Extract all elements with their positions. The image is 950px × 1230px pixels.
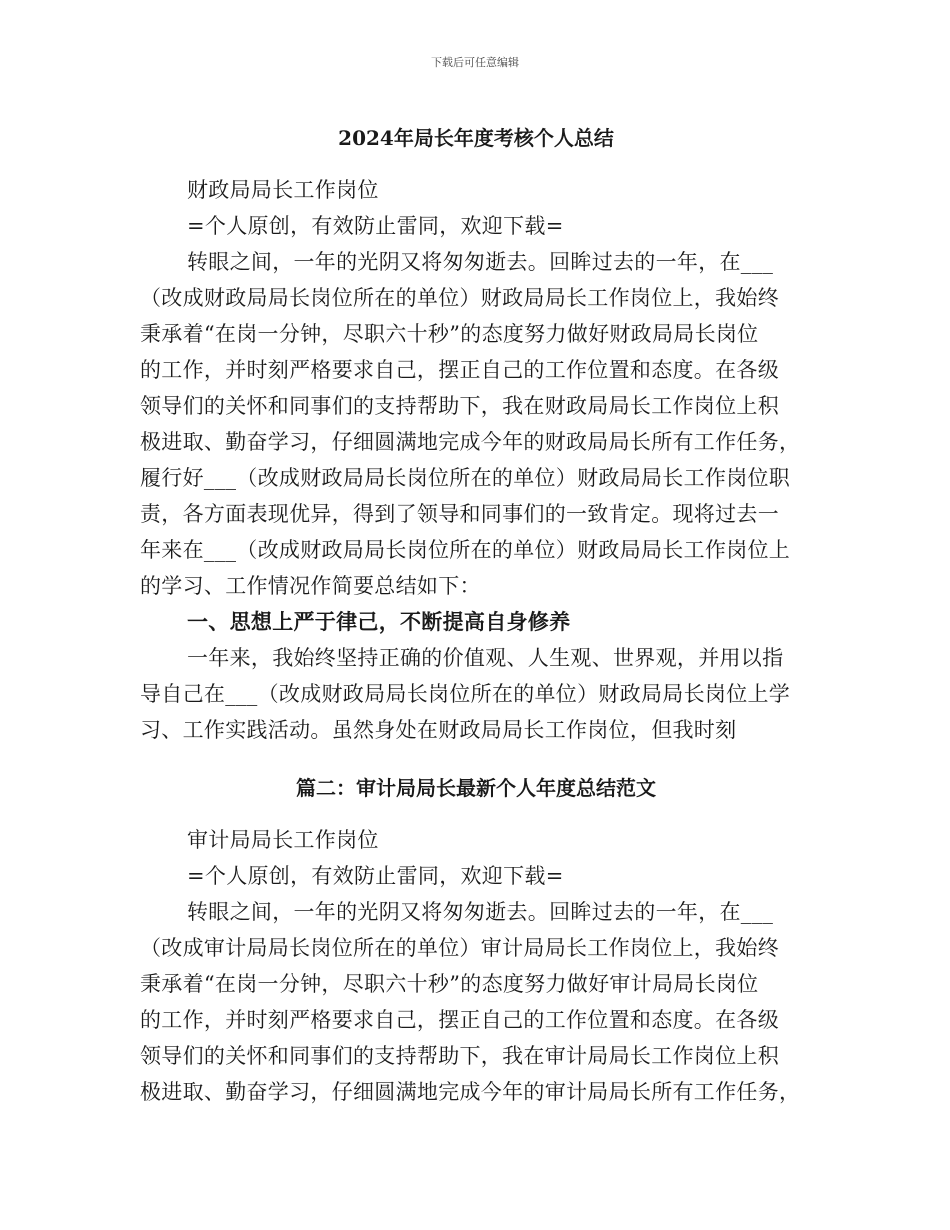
- paragraph-line: 导自己在___（改成财政局局长岗位所在的单位）财政局局长岗位上学: [140, 682, 791, 706]
- paragraph-line: 领导们的关怀和同事们的支持帮助下，我在财政局局长工作岗位上积: [140, 394, 779, 418]
- second-article-title: 篇二：审计局局长最新个人年度总结范文: [296, 776, 656, 800]
- position-label: 财政局局长工作岗位: [187, 178, 379, 202]
- paragraph-line: 责，各方面表现优异，得到了领导和同事们的一致肯定。现将过去一: [140, 502, 779, 526]
- document-page: [140, 120, 812, 1110]
- original-notice: =个人原创，有效防止雷同，欢迎下载=: [187, 864, 564, 888]
- paragraph-line: （改成审计局局长岗位所在的单位）审计局局长工作岗位上，我始终: [140, 936, 779, 960]
- paragraph-line: （改成财政局局长岗位所在的单位）财政局局长工作岗位上，我始终: [140, 286, 779, 310]
- position-label: 审计局局长工作岗位: [187, 828, 379, 852]
- paragraph-line: 极进取、勤奋学习，仔细圆满地完成今年的审计局局长所有工作任务，: [140, 1080, 801, 1104]
- section-heading: 一、思想上严于律己，不断提高自身修养: [187, 609, 571, 634]
- paragraph-line: 的工作，并时刻严格要求自己，摆正自己的工作位置和态度。在各级: [140, 1008, 779, 1032]
- paragraph-line: 的学习、工作情况作简要总结如下：: [140, 574, 481, 598]
- document-title: 2024年局长年度考核个人总结: [338, 126, 614, 150]
- paragraph-line: 转眼之间，一年的光阴又将匆匆逝去。回眸过去的一年，在___: [187, 900, 774, 924]
- paragraph-line: 秉承着“在岗一分钟，尽职六十秒”的态度努力做好财政局局长岗位: [140, 322, 759, 346]
- paragraph-line: 的工作，并时刻严格要求自己，摆正自己的工作位置和态度。在各级: [140, 358, 779, 382]
- paragraph-line: 习、工作实践活动。虽然身处在财政局局长工作岗位，但我时刻: [140, 718, 737, 742]
- original-notice: =个人原创，有效防止雷同，欢迎下载=: [187, 214, 564, 238]
- paragraph-line: 履行好___（改成财政局局长岗位所在的单位）财政局局长工作岗位职: [140, 466, 791, 490]
- paragraph-line: 秉承着“在岗一分钟，尽职六十秒”的态度努力做好审计局局长岗位: [140, 972, 759, 996]
- paragraph-line: 极进取、勤奋学习，仔细圆满地完成今年的财政局局长所有工作任务，: [140, 430, 801, 454]
- header-note: 下载后可任意编辑: [431, 56, 519, 69]
- paragraph-line: 领导们的关怀和同事们的支持帮助下，我在审计局局长工作岗位上积: [140, 1044, 779, 1068]
- paragraph-line: 转眼之间，一年的光阴又将匆匆逝去。回眸过去的一年，在___: [187, 250, 774, 274]
- paragraph-line: 年来在___（改成财政局局长岗位所在的单位）财政局局长工作岗位上: [140, 538, 791, 562]
- paragraph-line: 一年来，我始终坚持正确的价值观、人生观、世界观，并用以指: [187, 646, 784, 670]
